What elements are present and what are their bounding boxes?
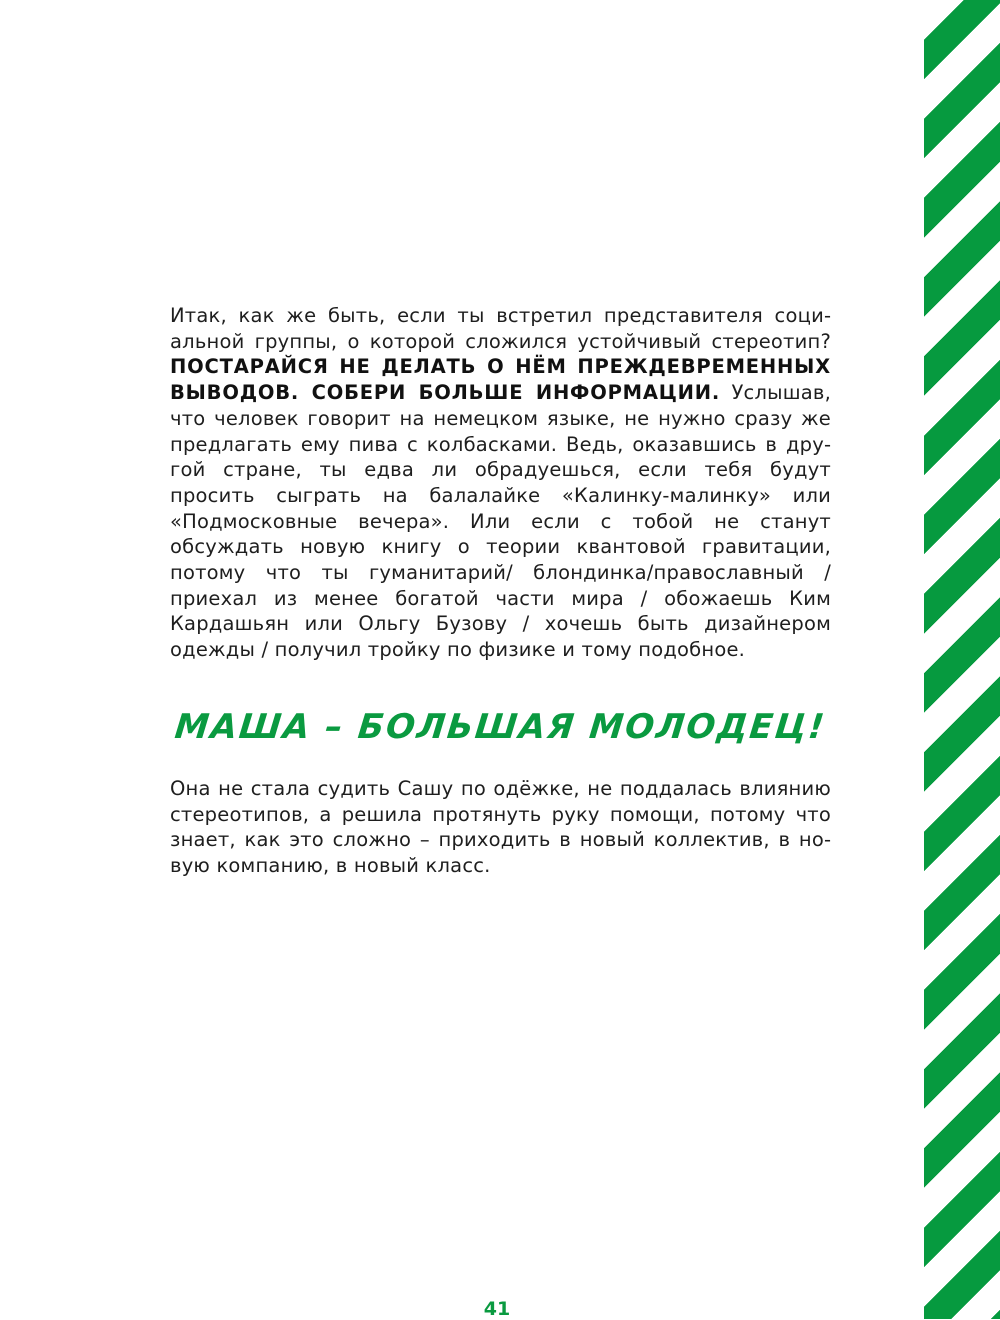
body-paragraph-masha: Она не стала судить Сашу по одёжке, не поддалась влиянию стереотипов, а решила протянуть руку помощи, потому что знает, как это сложно – приходить в новый коллектив, в новую компанию, в новый класс. [170,777,831,878]
section-heading: МАША – БОЛЬШАЯ МОЛОДЕЦ! [172,707,829,747]
page-number: 41 [483,1298,511,1320]
decorative-stripe-border [924,0,1000,1319]
body-paragraph-stereotypes [170,303,831,663]
emphasis-text: ПОСТАРАЙСЯ НЕ ДЕЛАТЬ О НЁМ ПРЕЖДЕВРЕМЕННЫХ ВЫВОДОВ. СОБЕРИ БОЛЬШЕ ИНФОРМАЦИИ. [170,355,831,405]
paragraph-intro-text: Итак, как же быть, если ты встретил представителя социальной группы, о которой сложился устойчивый стереотип? [170,304,831,353]
paragraph-rest-text: Услышав, что человек говорит на немецком языке, не нужно сразу же предлагать ему пива с колбасками. Ведь, оказавшись в другой стране, ты едва ли обрадуешься, если тебя будут просить сыграть на балалайке «Калинку-малинку» или «Подмосковные вечера». Или если с тобой не станут обсуждать новую книгу о теории квантовой гравитации, потому что ты гуманитарий/ блондинка/православный / приехал из менее богатой части мира / обожаешь Ким Кардашьян или Ольгу Бузову / хочешь быть дизайнером одежды / получил тройку по физике и тому подобное. [170,381,831,662]
